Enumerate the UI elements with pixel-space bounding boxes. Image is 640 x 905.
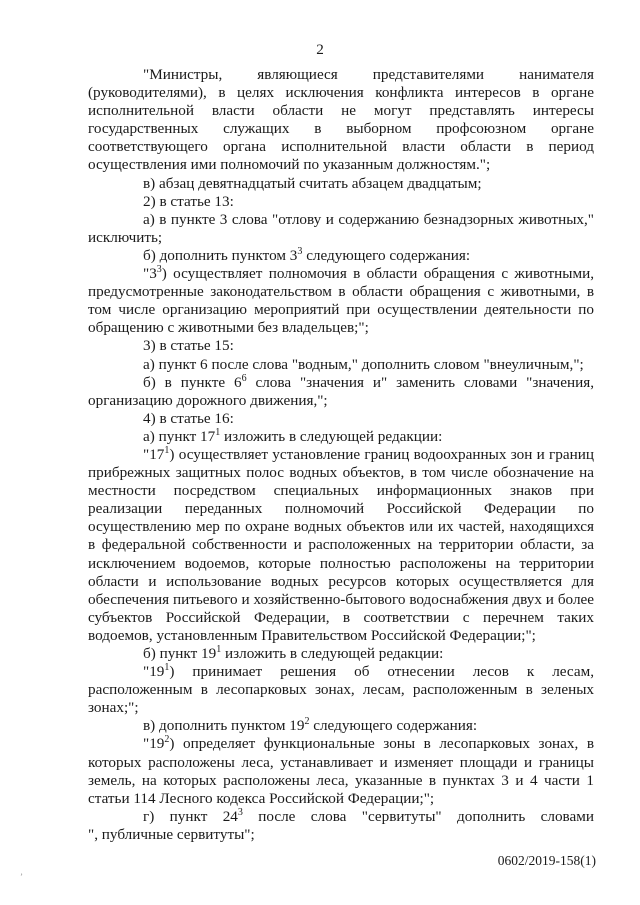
text-run: ) осуществляет полномочия в области обращения с животными, предусмотренные законодательством в области обращения с животными, в том числе организацию мероприятий при осуществлении деятельности по обращению с животными без владельцев;"; bbox=[88, 265, 594, 337]
text-run: следующего содержания: bbox=[309, 717, 478, 735]
paragraph-15b bbox=[88, 374, 594, 410]
superscript: 1 bbox=[215, 426, 221, 438]
document-body bbox=[88, 66, 594, 844]
paragraph-13b bbox=[88, 247, 594, 265]
superscript: 3 bbox=[156, 263, 162, 275]
paragraph-ministers: "Министры, являющиеся представителями нанимателя (руководителями), в целях исключения конфликта интересов в органе исполнительной власти области не могут представлять интересы государственных служащих в выборном профсоюзном органе соответствующего органа исполнительной власти области в период осуществления ими полномочий по указанным должностям."; bbox=[88, 66, 594, 174]
paragraph-15a: а) пункт 6 после слова "водным," дополнить словом "внеуличным,"; bbox=[143, 355, 584, 373]
paragraph-article13: 2) в статье 13: bbox=[143, 192, 234, 210]
paragraph-article16: 4) в статье 16: bbox=[143, 409, 234, 427]
text-run: ) определяет функциональные зоны в лесопарковых зонах, в которых расположены леса, устанавливает и изменяет площади и границы земель, на которых расположены леса, указанные в пунктах 3 и 4 части 1 статьи 114 Лесного кодекса Российской Федерации;"; bbox=[88, 735, 594, 807]
text-run: "19 bbox=[143, 663, 165, 681]
superscript: 6 bbox=[241, 372, 247, 384]
text-run: б) в пункте 6 bbox=[143, 373, 242, 391]
text-run: б) пункт 19 bbox=[143, 645, 217, 662]
superscript: 2 bbox=[304, 716, 310, 728]
text-run: изложить в следующей редакции: bbox=[221, 645, 444, 662]
paragraph-16g-continuation: ", публичные сервитуты"; bbox=[88, 825, 255, 843]
paragraph-16g bbox=[88, 808, 594, 826]
text-run: ) принимает решения об отнесении лесов к лесам, расположенным в лесопарковых зонах, лесам, расположенным в зеленых зонах;"; bbox=[88, 663, 594, 717]
paragraph-article15: 3) в статье 15: bbox=[143, 337, 234, 355]
text-run: "17 bbox=[143, 445, 165, 463]
superscript: 3 bbox=[237, 806, 243, 818]
text-run: ) осуществляет установление границ водоохранных зон и границ прибрежных защитных полос водных объектов, в том числе обозначение на местности посредством специальных информационных знаков при реализации переданных полномочий Российской Федерации по осуществлению мер по охране водных объектов или их частей, находящихся в федеральной собственности и расположенных на территории области, за исключением водоемов, которые полностью расположены на территории области и использование водных ресурсов которых осуществляется для обеспечения питьевого и хозяйственно-бытового водоснабжения двух и более субъектов Российской Федерации, в соответствии с перечнем таких водоемов, установленным Правительством Российской Федерации;"; bbox=[88, 445, 594, 644]
superscript: 2 bbox=[164, 734, 170, 746]
paragraph-point-3-3 bbox=[88, 265, 594, 337]
page-number: 2 bbox=[316, 41, 324, 58]
text-run: слова "значения и" заменить словами "значения, организацию дорожного движения,"; bbox=[88, 373, 594, 409]
paragraph-point-19-1 bbox=[88, 663, 594, 717]
paragraph-point-17-1 bbox=[88, 446, 594, 645]
text-run: в) дополнить пунктом 19 bbox=[143, 717, 305, 735]
margin-mark: ʼ bbox=[20, 872, 23, 882]
superscript: 1 bbox=[164, 444, 170, 456]
text-run: "3 bbox=[143, 265, 157, 283]
paragraph-16a bbox=[88, 428, 594, 446]
paragraph-13a: а) в пункте 3 слова "отлову и содержанию безнадзорных животных," исключить; bbox=[88, 210, 594, 246]
text-run: г) пункт 24 bbox=[143, 807, 238, 825]
document-code: 0602/2019-158(1) bbox=[497, 853, 596, 868]
superscript: 1 bbox=[216, 643, 222, 655]
text-run: "19 bbox=[143, 735, 165, 753]
text-run: а) пункт 17 bbox=[143, 427, 216, 445]
text-run: б) дополнить пунктом 3 bbox=[143, 246, 298, 264]
superscript: 1 bbox=[164, 662, 170, 674]
text-run: следующего содержания: bbox=[302, 246, 471, 264]
paragraph-16b bbox=[88, 645, 594, 663]
paragraph-3v: в) абзац девятнадцатый считать абзацем двадцатым; bbox=[143, 174, 482, 192]
text-run: изложить в следующей редакции: bbox=[220, 427, 443, 445]
text-run: после слова "сервитуты" дополнить словами bbox=[242, 807, 594, 825]
paragraph-point-19-2 bbox=[88, 735, 594, 807]
superscript: 3 bbox=[297, 245, 303, 257]
paragraph-16v bbox=[88, 717, 594, 735]
